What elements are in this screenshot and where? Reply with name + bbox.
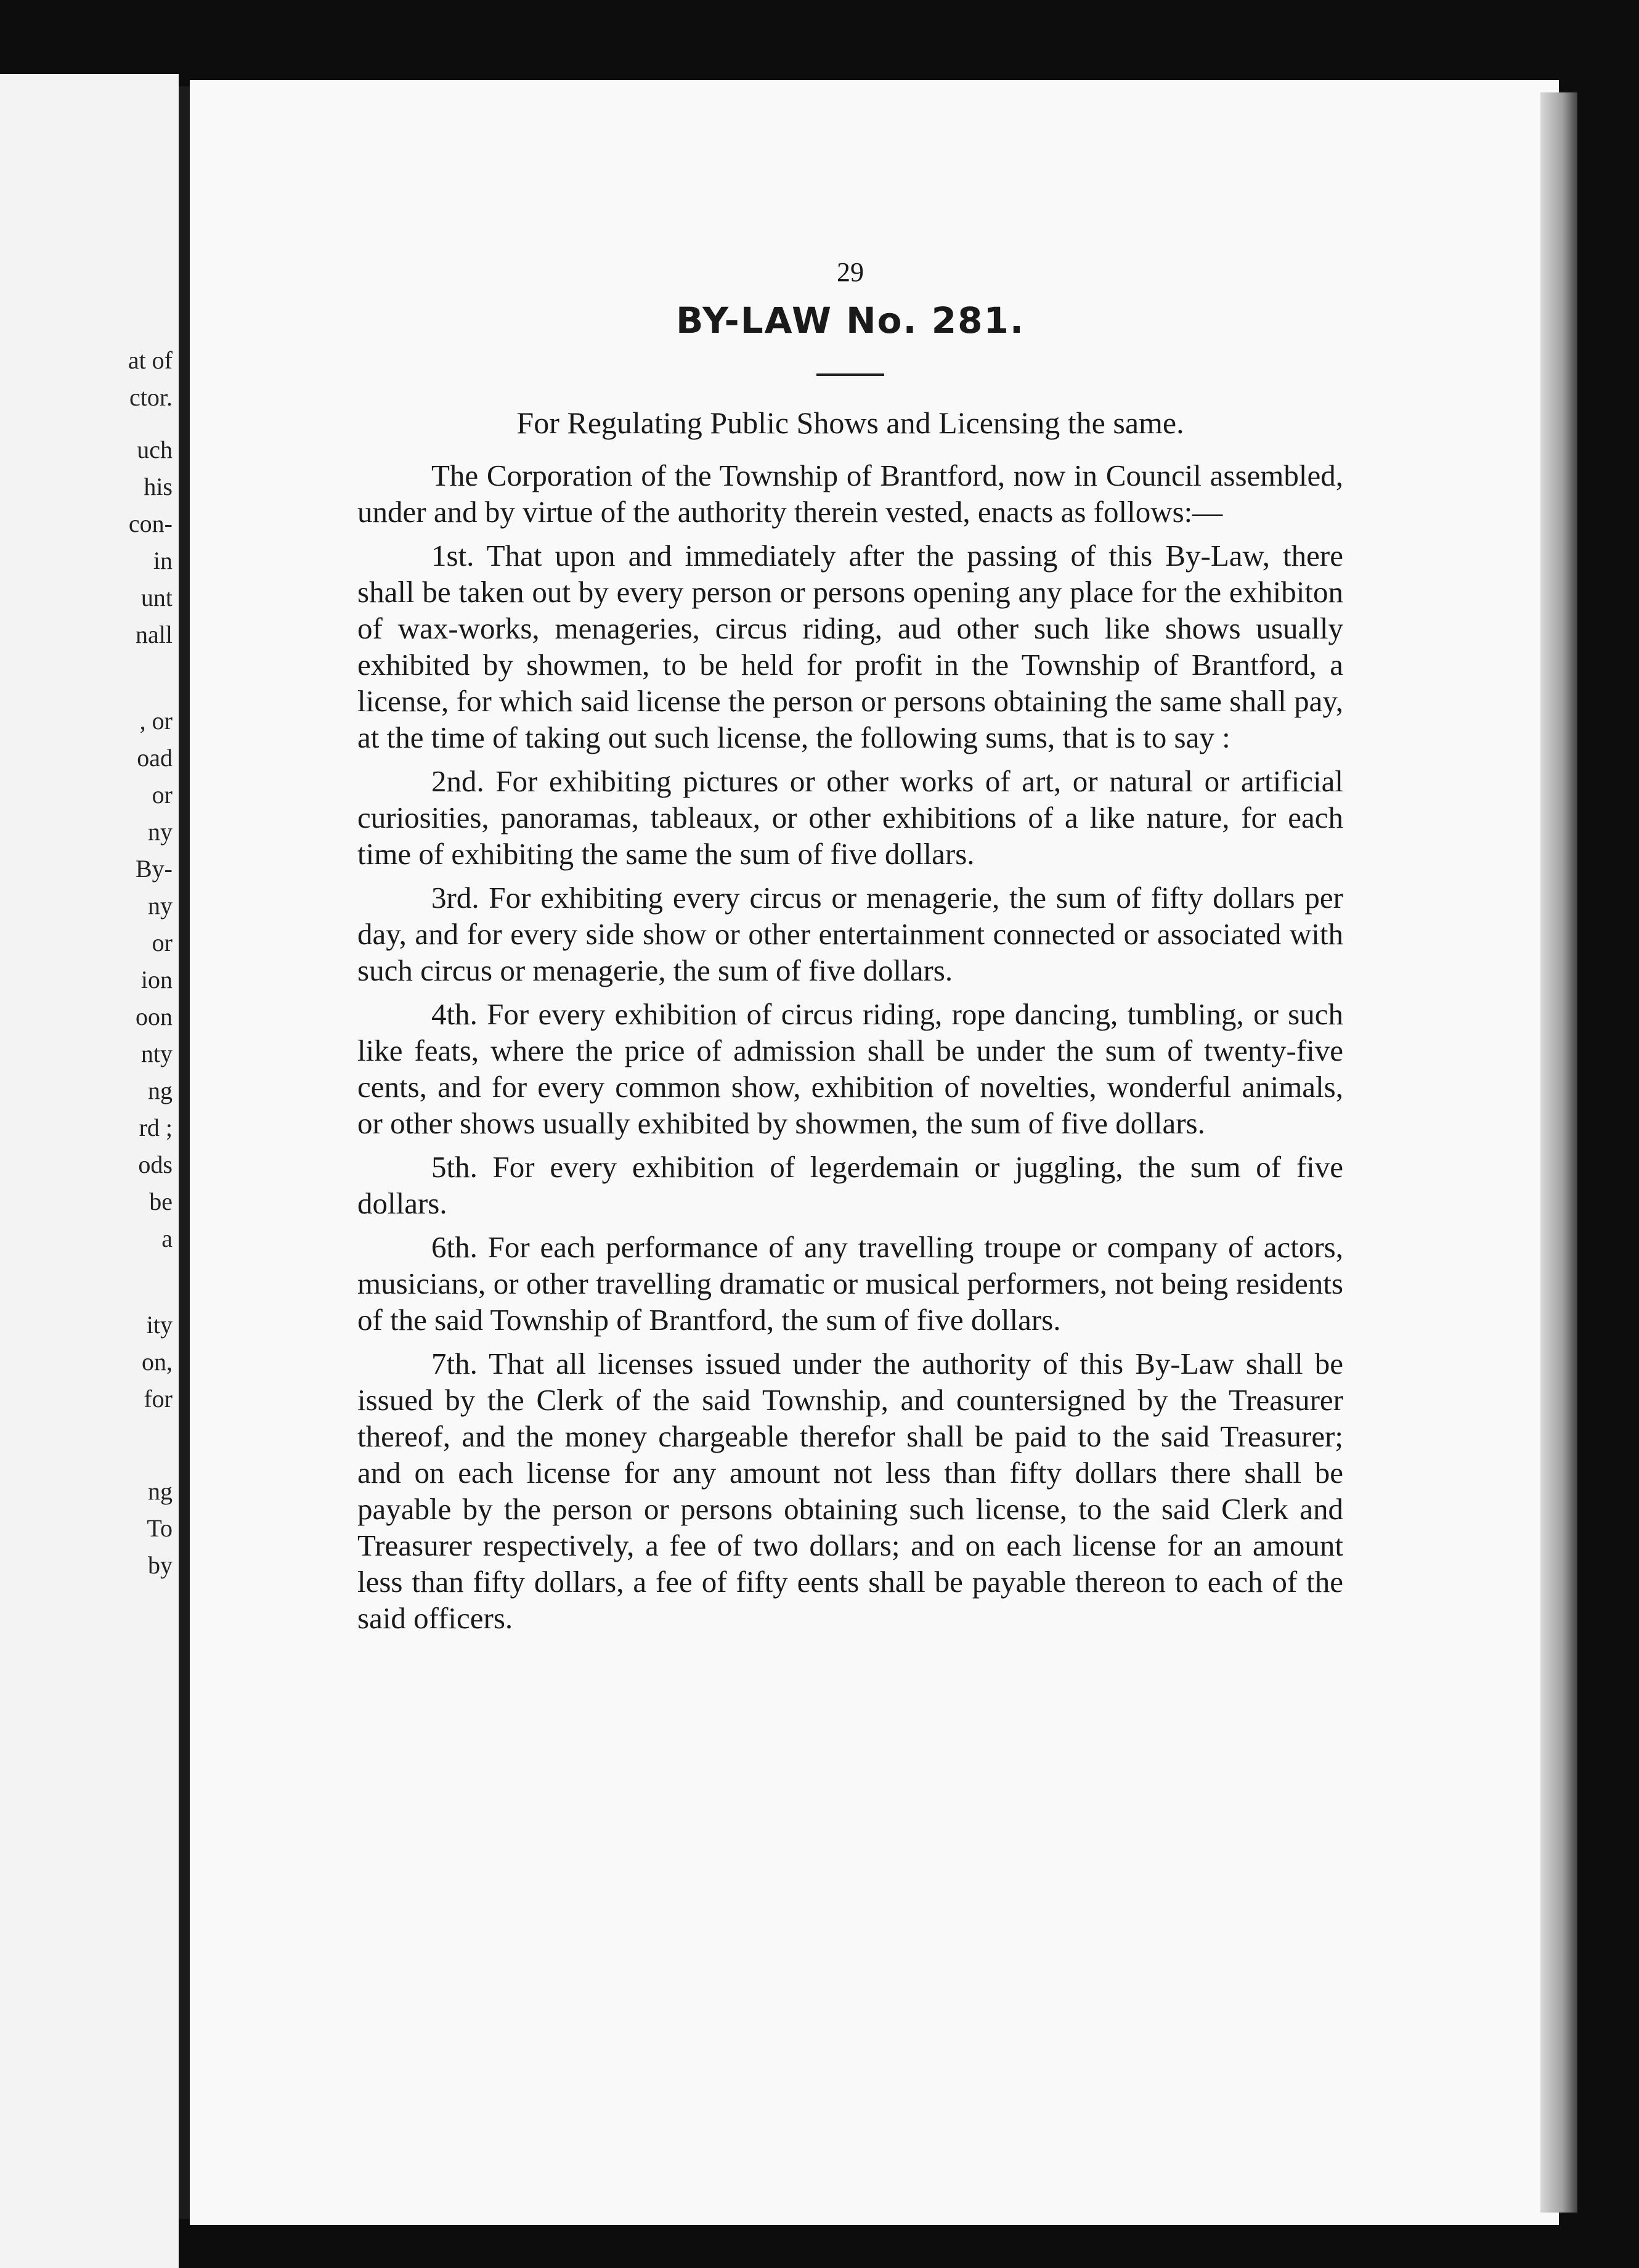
left-page-line: ion — [140, 966, 173, 993]
left-page-line: in — [153, 547, 173, 574]
left-page-line: for — [144, 1385, 173, 1413]
clause-5th: 5th. For every exhibition of legerdemain or juggling, the sum of five dollars. — [357, 1149, 1343, 1220]
left-page-line: unt — [140, 584, 173, 611]
page-gutter — [179, 86, 190, 2219]
left-page-line: By- — [136, 855, 173, 883]
left-page-line: con- — [128, 510, 173, 537]
left-page-fragment — [0, 74, 179, 2268]
left-page-line: nall — [136, 621, 173, 648]
left-page-line: ity — [146, 1311, 173, 1339]
clause-2nd: 2nd. For exhibiting pictures or other works of art, or natural or artificial curiosities, panoramas, tableaux, or other exhibitions of a like nature, for each time of exhibiting the same the sum of five dollars. — [357, 764, 1343, 871]
left-page-line: by — [148, 1551, 173, 1579]
clause-7th: 7th. That all licenses issued under the authority of this By-Law shall be issued by the Clerk of the said Township, and countersigned by the Treasurer thereof, and the money chargeable therefor shall be paid to the said Treasurer; and on each license for any amount not less than fifty dollars there shall be payable by the person or persons obtaining such license, to the said Clerk and Treasurer respectively, a fee of two dollars; and on each license for an amount less than fifty dollars, a fee of fifty eents shall be payable thereon to each of the said officers. — [357, 1346, 1343, 1635]
left-page-line: uch — [137, 436, 173, 463]
clause-1st: 1st. That upon and immediately after the passing of this By-Law, there shall be taken out by every person or persons opening any place for the exhibiton of wax-works, menageries, circus riding, aud other such like shows usually exhibited by showmen, to be held for profit in the Township of Brantford, a license, for which said license the person or persons obtaining the same shall pay, at the time of taking out such license, the following sums, that is to say : — [357, 538, 1343, 754]
page-text — [357, 259, 1343, 1644]
left-page-line: oon — [136, 1003, 173, 1030]
title-rule — [816, 373, 884, 376]
left-page-line: rd ; — [139, 1114, 173, 1141]
page-number: 29 — [837, 257, 864, 287]
left-page-line: ods — [138, 1151, 173, 1178]
page-edge-shadow — [1540, 92, 1577, 2213]
page-title: BY-LAW No. 281. — [676, 300, 1025, 341]
clause-4th: 4th. For every exhibition of circus riding, rope dancing, tumbling, or such like feats, where the price of admission shall be under the sum of twenty-five cents, and for every common show, exhibition of novelties, wonderful animals, or other shows usually exhibited by showmen, the sum of five dollars. — [357, 997, 1343, 1140]
clause-3rd: 3rd. For exhibiting every circus or menagerie, the sum of fifty dollars per day, and for every side show or other entertainment connected or associated with such circus or menagerie, the sum of five dollars. — [357, 880, 1343, 987]
left-page-line: a — [161, 1225, 173, 1252]
left-page-line: ny — [148, 892, 173, 920]
left-page-line: , or — [139, 707, 173, 735]
preamble-paragraph: The Corporation of the Township of Brantford, now in Council assembled, under and by virtue of the authority therein vested, enacts as follows:— — [357, 458, 1343, 529]
clause-6th: 6th. For each performance of any travelling troupe or company of actors, musicians, or other travelling dramatic or musical performers, not being residents of the said Township of Brantford, the sum of five dollars. — [357, 1230, 1343, 1337]
left-page-line: or — [152, 781, 173, 809]
left-page-line: or — [152, 929, 173, 957]
left-page-line: oad — [137, 744, 173, 772]
left-page-line: be — [149, 1188, 173, 1215]
left-page-line: ny — [148, 818, 173, 846]
left-page-line: at of — [128, 346, 173, 374]
left-page-line: To — [147, 1514, 173, 1542]
left-page-line: on, — [142, 1348, 173, 1376]
left-page-line: ng — [148, 1077, 173, 1104]
left-page-line: ctor. — [129, 383, 173, 411]
left-page-line: his — [144, 473, 173, 500]
left-page-line: nty — [140, 1040, 173, 1067]
page-subtitle: For Regulating Public Shows and Licensing the same. — [516, 405, 1184, 440]
left-page-line: ng — [148, 1477, 173, 1505]
